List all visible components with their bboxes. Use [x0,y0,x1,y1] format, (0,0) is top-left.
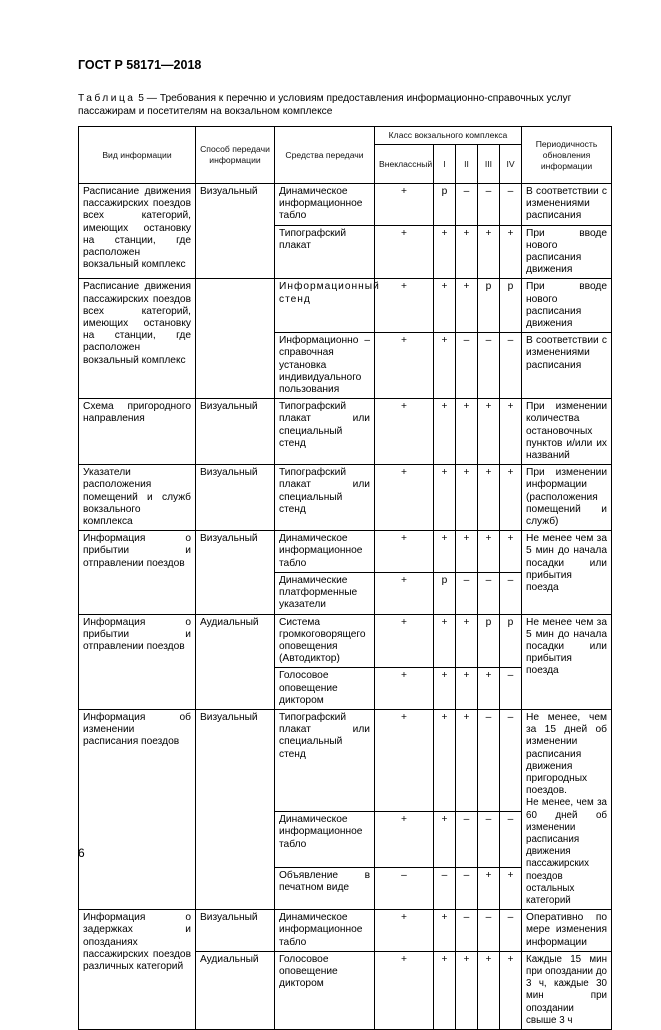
period-cell: В соответствии с изменениями расписания [522,184,612,226]
method-cell: Визуальный [196,531,275,614]
class-mark-cell: + [375,184,434,226]
means-cell: Динамическое информационное табло [275,531,375,573]
class-mark-cell: – [500,709,522,811]
class-mark-cell: + [456,951,478,1029]
class-mark-cell: р [434,572,456,614]
class-mark-cell: + [434,668,456,710]
period-cell: Каждые 15 мин при опоздании до 3 ч, каждые 30 мин при опоздании свыше 3 ч [522,951,612,1029]
class-mark-cell: + [375,951,434,1029]
means-cell: Динамические платформенные указатели [275,572,375,614]
means-cell: Система громкоговорящего оповещения (Автодиктор) [275,614,375,668]
class-mark-cell: – [375,868,434,910]
class-mark-cell: – [500,333,522,399]
class-mark-cell: + [478,531,500,573]
class-mark-cell: – [478,812,500,868]
class-mark-cell: + [375,399,434,465]
class-mark-cell: + [375,531,434,573]
class-mark-cell: – [478,572,500,614]
method-cell: Визуальный [196,465,275,531]
means-cell: Динамическое информационное табло [275,184,375,226]
means-cell: Голосовое оповещение диктором [275,668,375,710]
table-row [79,614,612,668]
means-cell: Типографский плакат или специальный стенд [275,399,375,465]
info-type-cell: Информация о прибытии и отправлении поездов [79,531,196,614]
col-header-class-group: Класс вокзального комплекса [375,127,522,145]
means-cell: Типографский плакат или специальный стенд [275,465,375,531]
class-mark-cell: + [375,709,434,811]
info-type-cell: Расписание движения пассажирских поездов всех категорий, имеющих остановку на станции, где расположен вокзальный комплекс [79,279,196,399]
method-cell: Аудиальный [196,951,275,1029]
class-mark-cell: – [456,910,478,952]
table-row [79,399,612,465]
class-mark-cell: – [500,910,522,952]
col-header-class-4: IV [500,145,522,184]
class-mark-cell: + [456,465,478,531]
class-mark-cell: + [478,868,500,910]
class-mark-cell: + [478,668,500,710]
class-mark-cell: – [478,184,500,226]
table-row [79,531,612,573]
table-row [79,465,612,531]
class-mark-cell: + [456,531,478,573]
class-mark-cell: + [375,910,434,952]
period-text-part: Не менее, чем за 15 дней об изменении расписания движения пригородных поездов. [526,711,608,797]
class-mark-cell: + [434,951,456,1029]
class-mark-cell: + [375,225,434,279]
means-cell: Информационно – справочная установка индивидуального пользования [275,333,375,399]
table-row [79,709,612,811]
means-cell: Информационный стенд [275,279,375,333]
method-cell: Визуальный [196,709,275,909]
method-cell: Визуальный [196,399,275,465]
class-mark-cell: + [434,910,456,952]
requirements-table [78,126,612,1030]
class-mark-cell: – [478,333,500,399]
table-caption [78,92,610,118]
class-mark-cell: + [434,225,456,279]
period-cell: В соответствии с изменениями расписания [522,333,612,399]
class-mark-cell: р [478,614,500,668]
info-type-cell: Указатели расположения помещений и служб вокзального комплекса [79,465,196,531]
caption-number: 5 [138,93,144,104]
col-header-class-2: II [456,145,478,184]
class-mark-cell: + [375,812,434,868]
period-text-part: Не менее, чем за 60 дней об изменении расписания движения пассажирских поездов остальных категорий [526,797,608,906]
period-cell: При вводе нового расписания движения [522,225,612,279]
period-cell [522,709,612,909]
class-mark-cell: – [500,812,522,868]
means-cell: Динамическое информационное табло [275,910,375,952]
class-mark-cell: + [434,399,456,465]
period-cell: Не менее чем за 5 мин до начала посадки или прибытия поезда [522,614,612,709]
table-row [79,184,612,226]
method-cell [196,279,275,399]
document-header: ГОСТ Р 58171—2018 [78,58,202,72]
class-mark-cell: + [456,399,478,465]
col-header-info-type: Вид информации [79,127,196,184]
class-mark-cell: + [375,279,434,333]
class-mark-cell: + [456,614,478,668]
info-type-cell: Информация о прибытии и отправлении поездов [79,614,196,709]
class-mark-cell: + [375,333,434,399]
class-mark-cell: – [500,184,522,226]
table-row [79,910,612,952]
class-mark-cell: – [456,184,478,226]
class-mark-cell: + [478,465,500,531]
caption-label: Таблица [78,93,136,104]
col-header-class-1: I [434,145,456,184]
method-cell: Аудиальный [196,614,275,709]
class-mark-cell: + [500,399,522,465]
col-header-class-0: Внеклассный [375,145,434,184]
class-mark-cell: – [500,572,522,614]
class-mark-cell: – [478,910,500,952]
class-mark-cell: + [456,709,478,811]
class-mark-cell: + [434,531,456,573]
class-mark-cell: – [456,812,478,868]
class-mark-cell: + [500,531,522,573]
table-row [79,279,612,333]
caption-text: — Требования к перечню и условиям предоставления информационно-справочных услуг пассажирам и посетителям на вокзальном комплексе [78,93,572,117]
means-cell: Типографский плакат или специальный стенд [275,709,375,811]
class-mark-cell: + [478,399,500,465]
class-mark-cell: + [500,465,522,531]
class-mark-cell: + [434,465,456,531]
class-mark-cell: – [478,709,500,811]
class-mark-cell: + [456,225,478,279]
class-mark-cell: + [434,279,456,333]
class-mark-cell: р [500,614,522,668]
method-cell: Визуальный [196,184,275,279]
class-mark-cell: + [375,572,434,614]
class-mark-cell: р [434,184,456,226]
class-mark-cell: – [456,333,478,399]
col-header-means: Средства передачи [275,127,375,184]
class-mark-cell: + [434,709,456,811]
period-cell: При вводе нового расписания движения [522,279,612,333]
class-mark-cell: + [500,951,522,1029]
info-type-cell: Схема пригородного направления [79,399,196,465]
class-mark-cell: + [375,465,434,531]
class-mark-cell: + [478,225,500,279]
period-cell: При изменении количества остановочных пунктов и/или их названий [522,399,612,465]
class-mark-cell: р [478,279,500,333]
class-mark-cell: – [500,668,522,710]
class-mark-cell: + [375,668,434,710]
class-mark-cell: + [478,951,500,1029]
means-cell: Типографский плакат [275,225,375,279]
period-cell: При изменении информации (расположения помещений и служб) [522,465,612,531]
info-type-cell: Информация о задержках и опозданиях пассажирских поездов различных категорий [79,910,196,1030]
class-mark-cell: – [434,868,456,910]
means-cell: Динамическое информационное табло [275,812,375,868]
class-mark-cell: – [456,572,478,614]
class-mark-cell: + [456,668,478,710]
class-mark-cell: – [456,868,478,910]
class-mark-cell: р [500,279,522,333]
col-header-class-3: III [478,145,500,184]
col-header-period: Периодичность обновления информации [522,127,612,184]
page-number: 6 [78,846,85,860]
info-type-cell: Расписание движения пассажирских поездов всех категорий, имеющих остановку на станции, где расположен вокзальный комплекс [79,184,196,279]
class-mark-cell: + [456,279,478,333]
method-cell: Визуальный [196,910,275,952]
class-mark-cell: + [375,614,434,668]
class-mark-cell: + [500,868,522,910]
period-cell: Оперативно по мере изменения информации [522,910,612,952]
class-mark-cell: + [434,333,456,399]
period-cell: Не менее чем за 5 мин до начала посадки или прибытия поезда [522,531,612,614]
means-cell: Голосовое оповещение диктором [275,951,375,1029]
class-mark-cell: + [500,225,522,279]
col-header-method: Способ передачи информации [196,127,275,184]
means-cell: Объявление в печатном виде [275,868,375,910]
class-mark-cell: + [434,614,456,668]
class-mark-cell: + [434,812,456,868]
info-type-cell: Информация об изменении расписания поездов [79,709,196,909]
